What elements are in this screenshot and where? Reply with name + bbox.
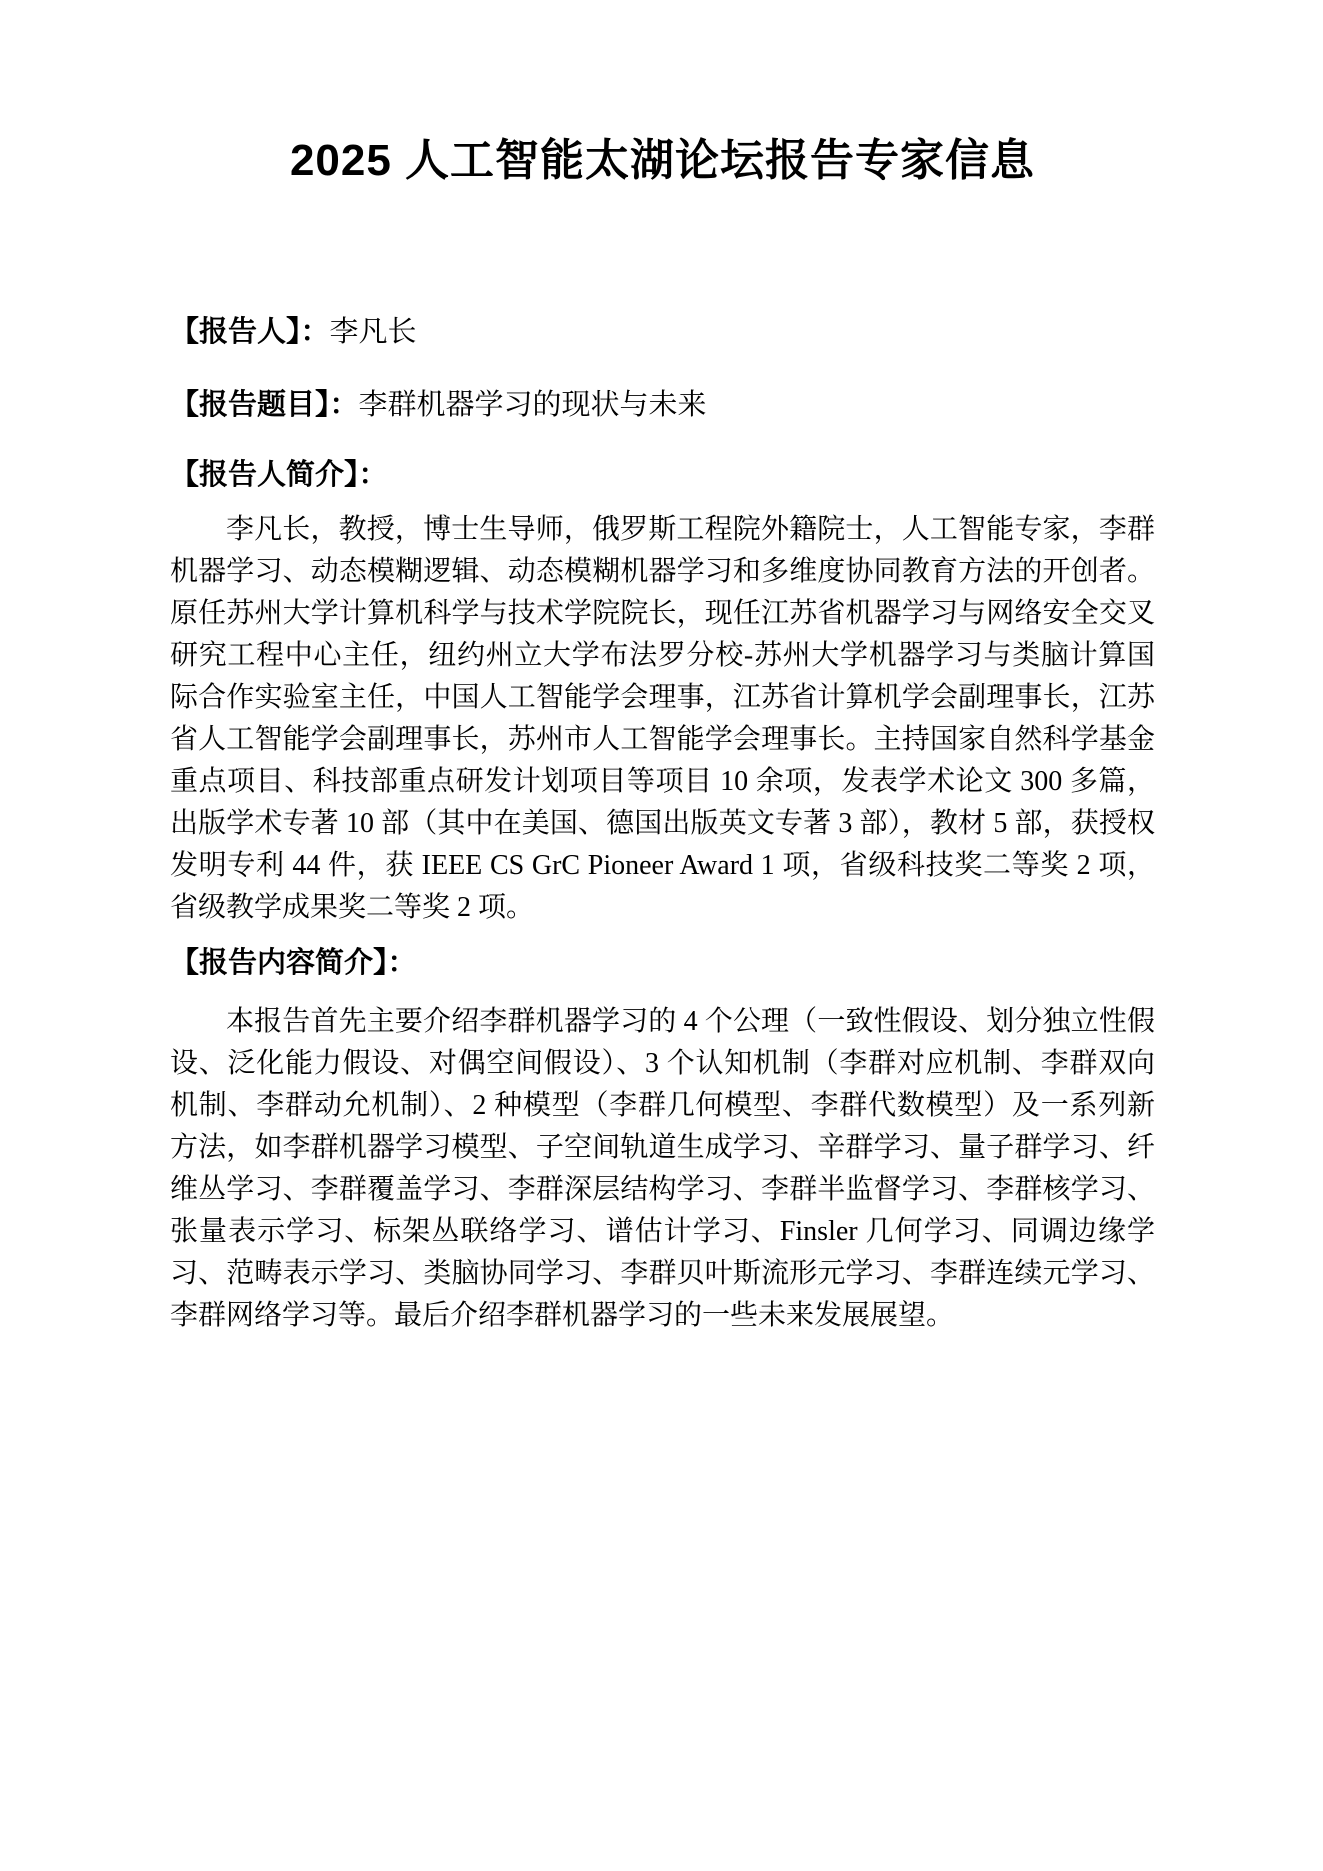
bio-paragraph: 李凡长，教授，博士生导师，俄罗斯工程院外籍院士，人工智能专家，李群机器学习、动态模糊逻辑、动态模糊机器学习和多维度协同教育方法的开创者。原任苏州大学计算机科学与技术学院院长，现任江苏省机器学习与网络安全交叉研究工程中心主任，纽约州立大学布法罗分校-苏州大学机器学习与类脑计算国际合作实验室主任，中国人工智能学会理事，江苏省计算机学会副理事长，江苏省人工智能学会副理事长，苏州市人工智能学会理事长。主持国家自然科学基金重点项目、科技部重点研发计划项目等项目 10 余项，发表学术论文 300 多篇，出版学术专著 10 部（其中在美国、德国出版英文专著 3 部），教材 5 部，获授权发明专利 44 件，获 IEEE CS GrC Pioneer Award 1 项，省级科技奖二等奖 2 项，省级教学成果奖二等奖 2 项。 [170,514,1155,924]
reporter-name: 李凡长 [329,316,417,349]
field-row-reporter [170,311,1155,353]
topic-label: 【报告题目】 [170,389,330,422]
page-title: 2025 人工智能太湖论坛报告专家信息 [289,136,1036,185]
field-row-topic [170,384,1155,426]
reporter-label: 【报告人】 [170,316,301,349]
abstract-paragraph: 本报告首先主要介绍李群机器学习的 4 个公理（一致性假设、划分独立性假设、泛化能力假设、对偶空间假设）、3 个认知机制（李群对应机制、李群双向机制、李群动允机制）、2 种模型（李群几何模型、李群代数模型）及一系列新方法，如李群机器学习模型、子空间轨道生成学习、辛群学习、量子群学习、纤维丛学习、李群覆盖学习、李群深层结构学习、李群半监督学习、李群核学习、张量表示学习、标架丛联络学习、谱估计学习、Finsler 几何学习、同调边缘学习、范畴表示学习、类脑协同学习、李群贝叶斯流形元学习、李群连续元学习、李群网络学习等。最后介绍李群机器学习的一些未来发展展望。 [170,1006,1155,1332]
abstract-section-heading: 【报告内容简介】： [170,947,417,980]
topic-separator: ： [329,389,359,422]
reporter-separator: ： [300,316,330,349]
topic-value: 李群机器学习的现状与未来 [358,389,707,422]
bio-section-heading: 【报告人简介】： [170,459,388,492]
